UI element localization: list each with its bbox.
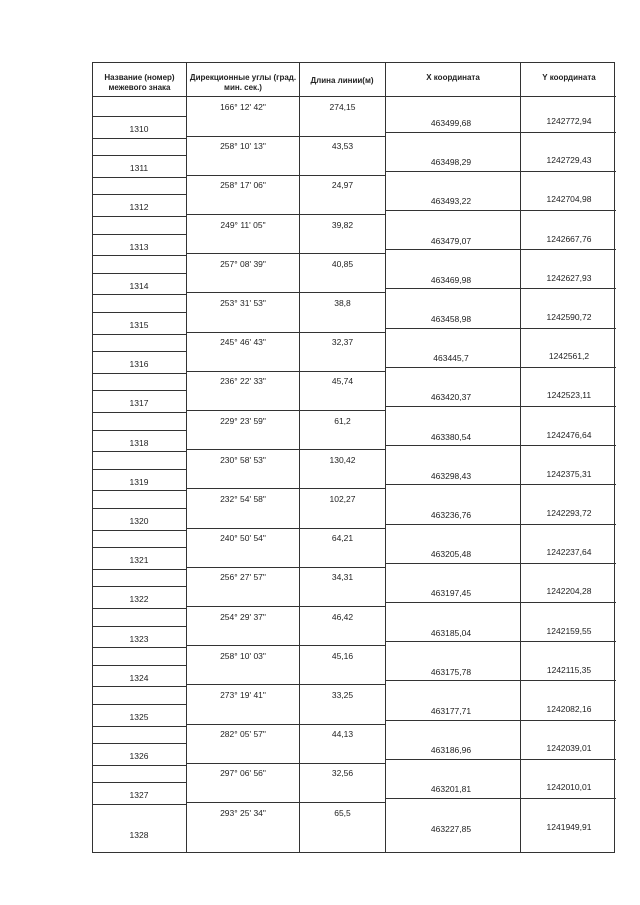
- y-coordinate: 1242159,55: [546, 625, 592, 636]
- line-length: 38,8: [334, 298, 351, 308]
- header-angles: Дирекционные углы (град. мин. сек.): [189, 73, 297, 92]
- direction-angle: 257° 08' 39": [220, 258, 266, 269]
- direction-angle: 236° 22' 33": [220, 376, 266, 387]
- row-divider: [385, 171, 616, 172]
- row-divider: [93, 765, 186, 766]
- row-divider: [93, 490, 186, 491]
- boundary-mark-number: 1313: [129, 241, 149, 252]
- row-divider: [93, 547, 186, 548]
- line-length: 45,74: [331, 376, 354, 387]
- row-divider: [186, 606, 385, 607]
- row-divider: [93, 273, 186, 274]
- y-coordinate: 1242704,98: [546, 194, 592, 205]
- y-coordinate: 1242590,72: [546, 312, 592, 322]
- boundary-mark-number: 1326: [129, 751, 149, 762]
- row-divider: [186, 488, 385, 489]
- row-divider: [93, 373, 186, 374]
- direction-angle: 282° 05' 57": [220, 729, 266, 740]
- boundary-mark-number: 1325: [129, 712, 149, 722]
- y-coordinate: 1242667,76: [546, 233, 592, 244]
- row-divider: [93, 530, 186, 531]
- line-length: 130,42: [329, 454, 356, 465]
- x-coordinate: 463499,68: [430, 118, 472, 128]
- row-divider: [385, 406, 616, 407]
- x-coordinate: 463498,29: [430, 157, 472, 168]
- x-coordinate: 463380,54: [430, 431, 472, 442]
- row-divider: [186, 528, 385, 529]
- row-divider: [385, 132, 616, 133]
- row-divider: [93, 726, 186, 727]
- boundary-mark-number: 1319: [129, 476, 149, 487]
- direction-angle: 293° 25' 34": [220, 807, 266, 818]
- row-divider: [186, 332, 385, 333]
- row-divider: [93, 508, 186, 509]
- direction-angle: 258° 17' 06": [220, 180, 266, 191]
- boundary-mark-number: 1323: [129, 633, 149, 644]
- x-coordinate: 463445,7: [433, 353, 469, 364]
- row-divider: [186, 410, 385, 411]
- x-coordinate: 463493,22: [430, 196, 472, 207]
- x-coordinate: 463201,81: [430, 784, 472, 795]
- row-divider: [186, 645, 385, 646]
- x-coordinate: 463197,45: [430, 588, 472, 599]
- line-length: 34,31: [331, 572, 354, 583]
- x-coordinate: 463458,98: [430, 314, 472, 324]
- line-length: 61,2: [334, 415, 351, 426]
- line-length: 46,42: [331, 611, 354, 622]
- direction-angle: 297° 06' 56": [220, 768, 266, 779]
- y-coordinate: 1242375,31: [546, 468, 592, 479]
- row-divider: [93, 155, 186, 156]
- row-divider: [93, 782, 186, 783]
- x-coordinate: 463469,98: [430, 274, 472, 285]
- row-divider: [186, 371, 385, 372]
- row-divider: [93, 116, 186, 117]
- direction-angle: 249° 11' 05": [220, 219, 266, 230]
- row-divider: [93, 234, 186, 235]
- line-length: 44,13: [331, 729, 354, 740]
- y-coordinate: 1242082,16: [546, 704, 592, 714]
- row-divider: [93, 469, 186, 470]
- row-divider: [385, 563, 616, 564]
- y-coordinate: 1242772,94: [546, 116, 592, 126]
- boundary-mark-number: 1324: [129, 672, 149, 683]
- y-coordinate: 1242561,2: [548, 351, 590, 362]
- row-divider: [93, 177, 186, 178]
- y-coordinate: 1242729,43: [546, 155, 592, 166]
- coordinates-table: [92, 62, 615, 853]
- row-divider: [385, 445, 616, 446]
- boundary-mark-number: 1315: [129, 320, 149, 330]
- x-coordinate: 463227,85: [430, 823, 472, 834]
- row-divider: [93, 194, 186, 195]
- row-divider: [385, 288, 616, 289]
- y-coordinate: 1241949,91: [546, 821, 592, 832]
- boundary-mark-number: 1314: [129, 280, 149, 291]
- boundary-mark-number: 1312: [129, 202, 149, 213]
- row-divider: [385, 759, 616, 760]
- boundary-mark-number: 1320: [129, 516, 149, 526]
- x-coordinate: 463236,76: [430, 510, 472, 520]
- row-divider: [93, 255, 186, 256]
- x-coordinate: 463479,07: [430, 235, 472, 246]
- x-coordinate: 463186,96: [430, 745, 472, 756]
- y-coordinate: 1242476,64: [546, 429, 592, 440]
- boundary-mark-number: 1311: [129, 163, 149, 174]
- row-divider: [93, 704, 186, 705]
- row-divider: [186, 136, 385, 137]
- y-coordinate: 1242523,11: [546, 390, 592, 401]
- header-divider: [93, 96, 616, 97]
- row-divider: [186, 802, 385, 803]
- row-divider: [93, 294, 186, 295]
- boundary-mark-number: 1321: [129, 555, 149, 566]
- row-divider: [385, 210, 616, 211]
- row-divider: [385, 249, 616, 250]
- header-x: X координата: [426, 73, 480, 82]
- line-length: 32,37: [331, 337, 354, 348]
- row-divider: [186, 567, 385, 568]
- row-divider: [93, 351, 186, 352]
- x-coordinate: 463420,37: [430, 392, 472, 403]
- x-coordinate: 463185,04: [430, 627, 472, 638]
- y-coordinate: 1242293,72: [546, 508, 592, 518]
- boundary-mark-number: 1316: [129, 359, 149, 370]
- direction-angle: 258° 10' 03": [220, 650, 266, 661]
- row-divider: [93, 608, 186, 609]
- direction-angle: 254° 29' 37": [220, 611, 266, 622]
- line-length: 102,27: [329, 494, 356, 504]
- x-coordinate: 463175,78: [430, 666, 472, 677]
- row-divider: [93, 665, 186, 666]
- row-divider: [385, 798, 616, 799]
- row-divider: [385, 680, 616, 681]
- line-length: 43,53: [331, 141, 354, 152]
- header-y: Y координата: [542, 73, 596, 82]
- boundary-mark-number: 1328: [129, 829, 149, 840]
- row-divider: [93, 626, 186, 627]
- row-divider: [186, 214, 385, 215]
- row-divider: [385, 328, 616, 329]
- row-divider: [93, 647, 186, 648]
- line-length: 33,25: [331, 690, 354, 700]
- boundary-mark-number: 1310: [129, 124, 149, 134]
- row-divider: [93, 743, 186, 744]
- row-divider: [93, 686, 186, 687]
- row-divider: [93, 804, 186, 805]
- header-length: Длина линии(м): [310, 76, 374, 85]
- row-divider: [186, 684, 385, 685]
- line-length: 39,82: [331, 219, 354, 230]
- y-coordinate: 1242010,01: [546, 782, 592, 793]
- row-divider: [186, 724, 385, 725]
- row-divider: [93, 216, 186, 217]
- direction-angle: 273° 19' 41": [220, 690, 266, 700]
- row-divider: [385, 720, 616, 721]
- direction-angle: 256° 27' 57": [220, 572, 266, 583]
- row-divider: [93, 430, 186, 431]
- line-length: 32,56: [331, 768, 354, 779]
- direction-angle: 240° 50' 54": [220, 533, 266, 544]
- row-divider: [186, 175, 385, 176]
- line-length: 40,85: [331, 258, 354, 269]
- row-divider: [385, 641, 616, 642]
- row-divider: [385, 367, 616, 368]
- row-divider: [93, 451, 186, 452]
- y-coordinate: 1242627,93: [546, 272, 592, 283]
- column-divider: [385, 63, 386, 852]
- row-divider: [93, 569, 186, 570]
- column-divider: [520, 63, 521, 852]
- direction-angle: 245° 46' 43": [220, 337, 266, 348]
- row-divider: [385, 602, 616, 603]
- row-divider: [93, 312, 186, 313]
- direction-angle: 230° 58' 53": [220, 454, 266, 465]
- y-coordinate: 1242237,64: [546, 547, 592, 558]
- direction-angle: 166° 12' 42": [220, 102, 266, 112]
- boundary-mark-number: 1318: [129, 437, 149, 448]
- direction-angle: 229° 23' 59": [220, 415, 266, 426]
- line-length: 274,15: [329, 102, 356, 112]
- direction-angle: 258° 10' 13": [220, 141, 266, 152]
- y-coordinate: 1242115,35: [546, 664, 592, 675]
- x-coordinate: 463205,48: [430, 549, 472, 560]
- line-length: 65,5: [334, 807, 351, 818]
- row-divider: [93, 334, 186, 335]
- line-length: 45,16: [331, 650, 354, 661]
- row-divider: [385, 524, 616, 525]
- y-coordinate: 1242204,28: [546, 586, 592, 597]
- direction-angle: 253° 31' 53": [220, 298, 266, 308]
- header-name: Название (номер) межевого знака: [104, 73, 175, 92]
- boundary-mark-number: 1322: [129, 594, 149, 605]
- line-length: 64,21: [331, 533, 354, 544]
- row-divider: [186, 763, 385, 764]
- boundary-mark-number: 1327: [129, 790, 149, 801]
- row-divider: [186, 449, 385, 450]
- x-coordinate: 463177,71: [430, 706, 472, 716]
- row-divider: [93, 138, 186, 139]
- boundary-mark-number: 1317: [129, 398, 149, 409]
- row-divider: [93, 586, 186, 587]
- row-divider: [186, 292, 385, 293]
- y-coordinate: 1242039,01: [546, 743, 592, 754]
- x-coordinate: 463298,43: [430, 470, 472, 481]
- row-divider: [93, 390, 186, 391]
- row-divider: [385, 484, 616, 485]
- line-length: 24,97: [331, 180, 354, 191]
- row-divider: [93, 412, 186, 413]
- row-divider: [186, 253, 385, 254]
- direction-angle: 232° 54' 58": [220, 494, 266, 504]
